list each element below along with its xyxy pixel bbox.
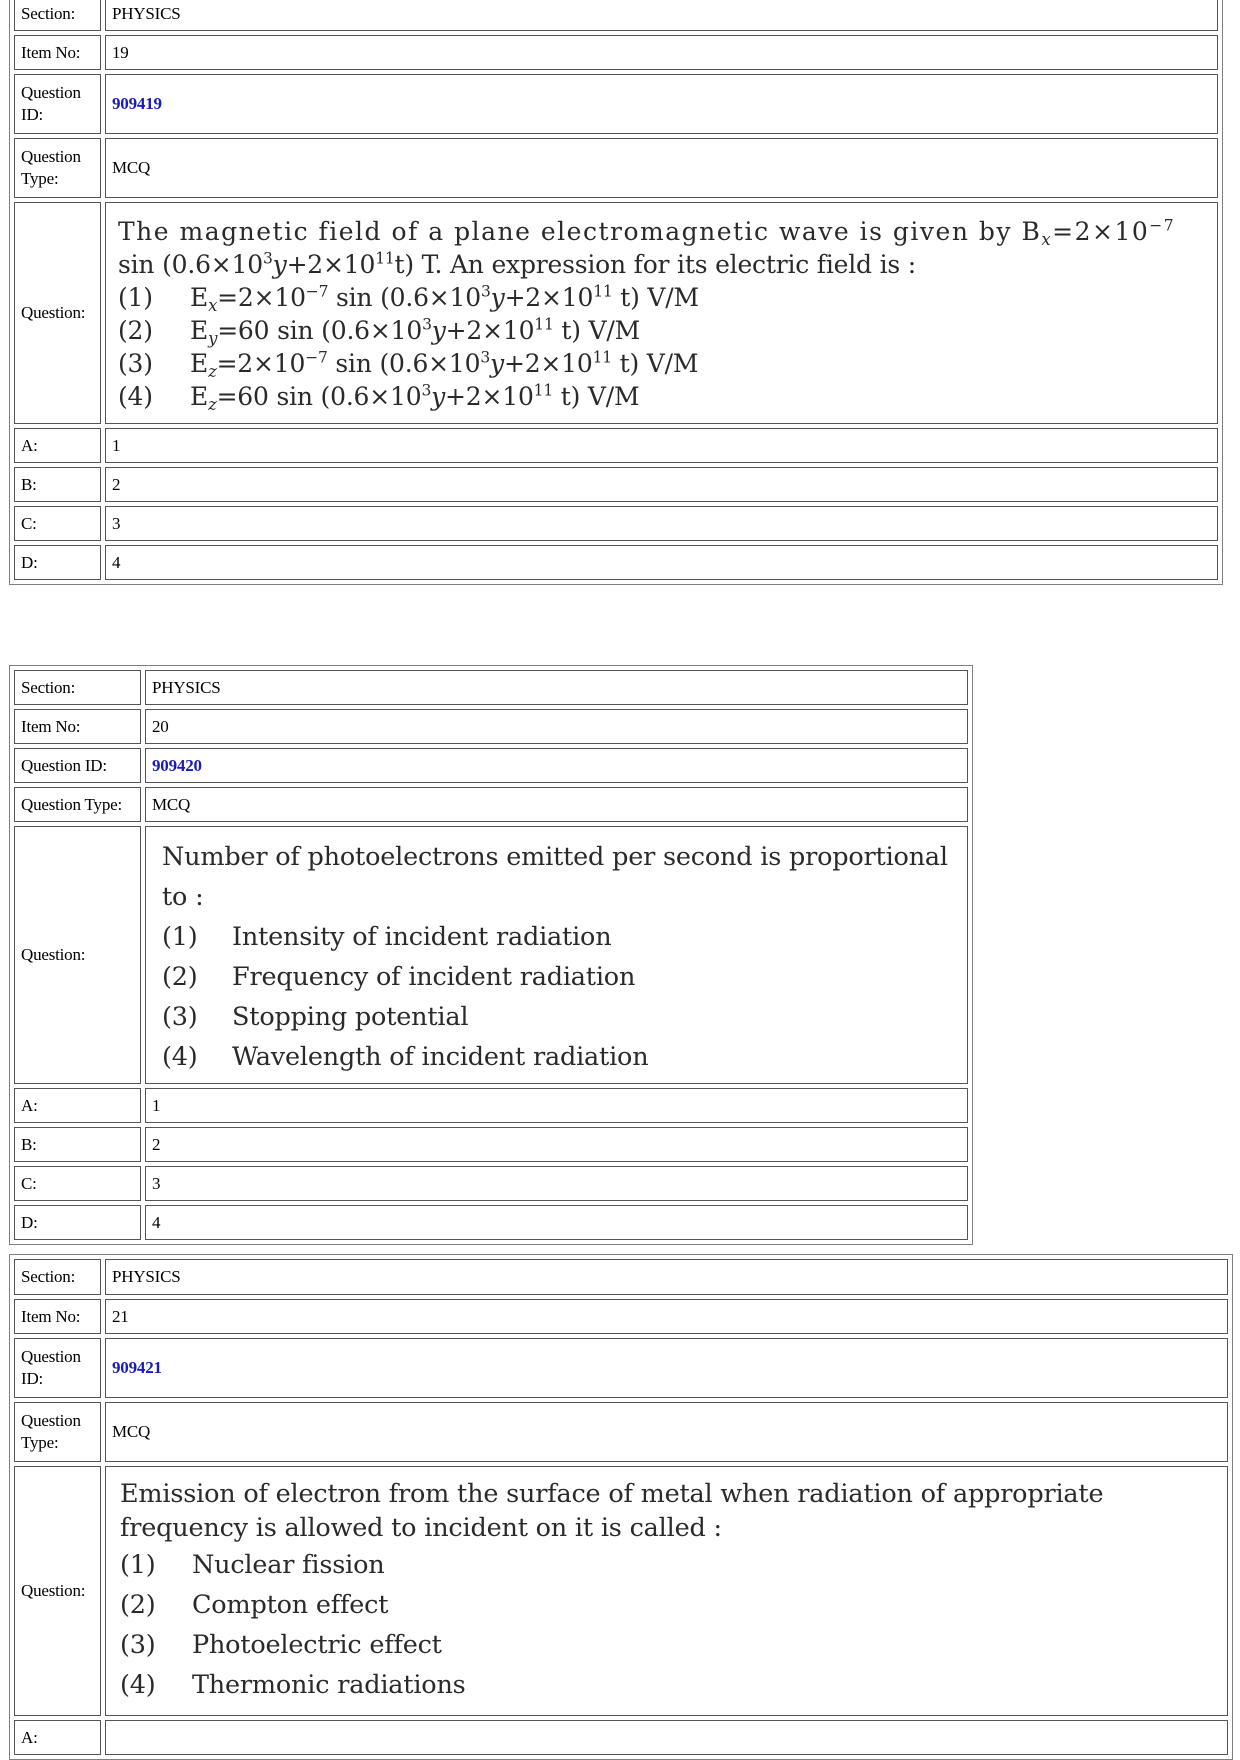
question-row — [14, 202, 1218, 424]
question-type-label: Question Type: — [14, 138, 101, 198]
answer-row-a — [14, 1720, 1228, 1755]
item-value: 19 — [105, 35, 1218, 70]
answer-label: A: — [14, 1720, 101, 1755]
question-type-row — [14, 138, 1218, 198]
answer-value: 3 — [105, 506, 1218, 541]
question-id-label: Question ID: — [14, 74, 101, 134]
question-id-value: 909420 — [145, 748, 968, 783]
section-label: Section: — [14, 670, 141, 705]
question-id-value: 909419 — [105, 74, 1218, 134]
answer-value: 3 — [145, 1166, 968, 1201]
option-4: (4) Wavelength of incident radiation — [162, 1042, 649, 1072]
answer-label: B: — [14, 1127, 141, 1162]
answer-label: D: — [14, 545, 101, 580]
question-type-value: MCQ — [105, 138, 1218, 198]
question-type-label: Question Type: — [14, 1402, 101, 1462]
question-label: Question: — [14, 1466, 101, 1716]
answer-row-d — [14, 545, 1218, 580]
item-row — [14, 709, 968, 744]
item-value: 21 — [105, 1299, 1228, 1334]
question-id-row — [14, 748, 968, 783]
answer-label: A: — [14, 1088, 141, 1123]
question-table-20 — [9, 665, 973, 1245]
option-2: (2) Frequency of incident radiation — [162, 962, 636, 992]
section-row — [14, 1259, 1228, 1295]
question-label: Question: — [14, 202, 101, 424]
question-type-label: Question Type: — [14, 787, 141, 822]
answer-value: 2 — [145, 1127, 968, 1162]
item-value: 20 — [145, 709, 968, 744]
section-label: Section: — [14, 0, 101, 31]
answer-label: C: — [14, 1166, 141, 1201]
item-label: Item No: — [14, 35, 101, 70]
answer-label: B: — [14, 467, 101, 502]
answer-label: A: — [14, 428, 101, 463]
option-3: (3) $E_z=2\times 10^{-7}$ $\sin (0.6\times 10^3y+2\times 10^{11}$ t) V/M — [118, 348, 699, 381]
question-type-value: MCQ — [145, 787, 968, 822]
item-label: Item No: — [14, 1299, 101, 1334]
question-stem: Number of photoelectrons emitted per second is proportional to : — [162, 842, 948, 912]
question-type-row — [14, 787, 968, 822]
question-table-21 — [9, 1254, 1233, 1760]
question-row — [14, 1466, 1228, 1716]
answer-value: 1 — [105, 428, 1218, 463]
answer-row-a — [14, 428, 1218, 463]
question-stem: Emission of electron from the surface of metal when radiation of appropriate frequency is allowed to incident on it is called : — [120, 1479, 1104, 1543]
section-value: PHYSICS — [105, 1259, 1228, 1295]
option-3: (3) Photoelectric effect — [120, 1630, 442, 1660]
item-row — [14, 35, 1218, 70]
option-3: (3) Stopping potential — [162, 1002, 469, 1032]
question-content — [105, 1466, 1228, 1716]
question-row — [14, 826, 968, 1084]
answer-value — [105, 1720, 1228, 1755]
item-label: Item No: — [14, 709, 141, 744]
answer-label: D: — [14, 1205, 141, 1240]
question-type-value: MCQ — [105, 1402, 1228, 1462]
answer-row-b — [14, 1127, 968, 1162]
answer-row-c — [14, 1166, 968, 1201]
option-1: (1) $E_x=2\times 10^{-7}$ $\sin (0.6\times 10^3y+2\times 10^{11}$ t) V/M — [118, 282, 699, 315]
question-stem-line2: $\sin (0.6\times 10^3y+2\times 10^{11}t)$ T. An expression for its electric field is : — [118, 249, 916, 279]
question-label: Question: — [14, 826, 141, 1084]
question-id-label: Question ID: — [14, 748, 141, 783]
question-id-row — [14, 74, 1218, 134]
question-id-label: Question ID: — [14, 1338, 101, 1398]
option-2: (2) Compton effect — [120, 1590, 389, 1620]
section-label: Section: — [14, 1259, 101, 1295]
question-stem-line1: The magnetic field of a plane electromagnetic wave is given by $B_x=2\times 10^{-7}$ — [118, 216, 1176, 249]
answer-row-a — [14, 1088, 968, 1123]
question-content — [145, 826, 968, 1084]
section-value: PHYSICS — [105, 0, 1218, 31]
answer-label: C: — [14, 506, 101, 541]
answer-value: 4 — [105, 545, 1218, 580]
question-type-row — [14, 1402, 1228, 1462]
answer-row-c — [14, 506, 1218, 541]
answer-value: 1 — [145, 1088, 968, 1123]
option-4: (4) $E_z=60$ $\sin (0.6\times 10^3y+2\times 10^{11}$ t) V/M — [118, 381, 640, 414]
question-table-19 — [9, 0, 1223, 585]
section-row — [14, 0, 1218, 31]
option-2: (2) $E_y=60$ $\sin (0.6\times 10^3y+2\times 10^{11}$ t) V/M — [118, 315, 640, 348]
section-row — [14, 670, 968, 705]
answer-value: 4 — [145, 1205, 968, 1240]
section-value: PHYSICS — [145, 670, 968, 705]
option-4: (4) Thermonic radiations — [120, 1670, 466, 1700]
question-content — [105, 202, 1218, 424]
option-1: (1) Intensity of incident radiation — [162, 922, 612, 952]
answer-value: 2 — [105, 467, 1218, 502]
item-row — [14, 1299, 1228, 1334]
answer-row-b — [14, 467, 1218, 502]
option-1: (1) Nuclear fission — [120, 1550, 385, 1580]
question-id-row — [14, 1338, 1228, 1398]
answer-row-d — [14, 1205, 968, 1240]
question-id-value: 909421 — [105, 1338, 1228, 1398]
